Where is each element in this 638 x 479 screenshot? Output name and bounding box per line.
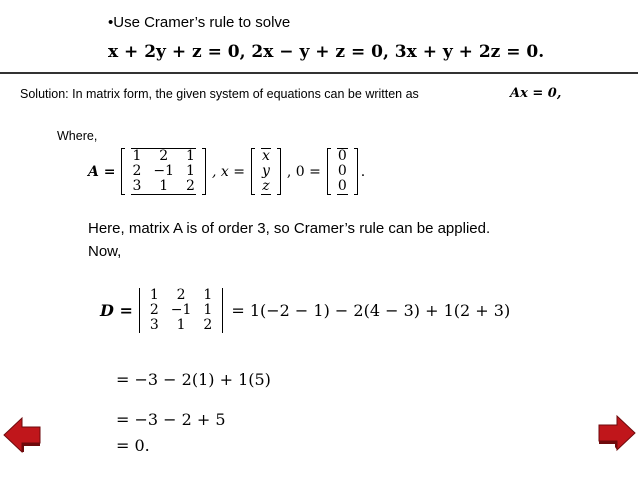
- matrix-A-cell: 2: [186, 178, 195, 194]
- determinant-expansion: = 1(−2 − 1) − 2(4 − 3) + 1(2 + 3): [231, 301, 511, 320]
- matrix-A: [121, 148, 205, 195]
- vector-x-cell: z: [262, 178, 270, 194]
- zero-vector-label: , 0 =: [286, 163, 321, 180]
- zero-vector-cell: 0: [337, 163, 347, 179]
- order-statement: Here, matrix A is of order 3, so Cramer’s rule can be applied.: [88, 220, 491, 237]
- zero-vector-cell: 0: [337, 148, 347, 164]
- matrix-definitions: [88, 148, 365, 195]
- now-label: Now,: [88, 243, 122, 260]
- divider-line: [0, 72, 638, 74]
- vector-x-label: , x =: [211, 163, 245, 180]
- previous-slide-arrow-icon[interactable]: [2, 415, 42, 455]
- vector-x: [251, 148, 281, 195]
- determinant-matrix: [139, 288, 223, 333]
- calculation-step-1: = −3 − 2(1) + 1(5): [116, 370, 271, 389]
- determinant-cell: 1: [203, 302, 213, 318]
- matrix-A-cell: 1: [186, 163, 195, 179]
- next-slide-arrow-icon[interactable]: [597, 413, 637, 453]
- matrix-A-cell: 2: [132, 163, 142, 179]
- vector-x-cell: y: [261, 163, 270, 179]
- calculation-step-2: = −3 − 2 + 5: [116, 410, 226, 429]
- matrix-A-cell: 1: [132, 148, 142, 164]
- determinant-cell: −1: [170, 302, 192, 318]
- where-label: Where,: [57, 129, 98, 143]
- matrix-A-cell: 2: [159, 148, 169, 164]
- determinant-label: D =: [100, 301, 133, 320]
- system-of-equations: x + 2y + z = 0, 2x − y + z = 0, 3x + y + 2z = 0.: [108, 42, 545, 62]
- matrix-A-cell: 1: [186, 148, 195, 164]
- matrix-A-cell: 3: [132, 178, 142, 194]
- determinant-cell: 1: [203, 287, 213, 303]
- matrix-A-cell: 1: [159, 178, 169, 194]
- solution-equation: Ax = 0,: [510, 86, 562, 101]
- zero-vector: [327, 148, 358, 195]
- determinant-expression: [100, 288, 510, 333]
- zero-vector-cell: 0: [337, 178, 347, 194]
- determinant-cell: 1: [149, 287, 159, 303]
- calculation-step-3: = 0.: [116, 436, 150, 455]
- matrix-A-label: A =: [88, 163, 116, 180]
- solution-text: Solution: In matrix form, the given system of equations can be written as: [20, 87, 419, 101]
- determinant-cell: 2: [149, 302, 159, 318]
- matrix-A-cell: −1: [153, 163, 175, 179]
- determinant-cell: 3: [149, 317, 159, 333]
- bullet-instruction: •Use Cramer’s rule to solve: [108, 14, 291, 31]
- determinant-cell: 2: [203, 317, 213, 333]
- determinant-cell: 2: [176, 287, 186, 303]
- vector-x-cell: x: [261, 148, 270, 164]
- matrix-end-period: .: [360, 163, 366, 180]
- determinant-cell: 1: [176, 317, 186, 333]
